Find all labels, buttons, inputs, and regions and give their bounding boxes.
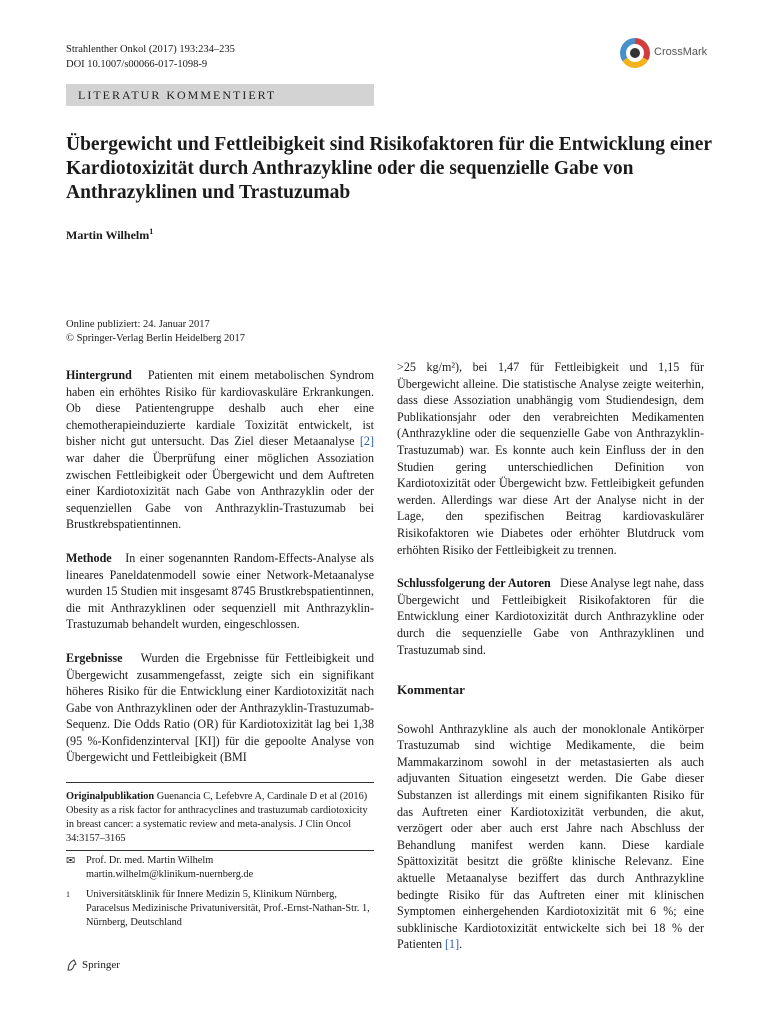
paragraph-kommentar xyxy=(397,721,704,953)
paragraph-methode xyxy=(66,550,374,633)
author xyxy=(66,227,153,243)
reference-link-1[interactable]: [1] xyxy=(445,937,460,952)
affiliation-text: Universitätsklinik für Innere Medizin 5, Klinikum Nürnberg, Paracelsus Medizinische Privatuniversität, Prof.-Ernst-Nathan-Str. 1, Nürnberg, Deutschland xyxy=(86,889,370,928)
article-title: Übergewicht und Fettleibigkeit sind Risikofaktoren für die Entwicklung einer Kardiotoxizität durch Anthrazykline oder die sequenzielle Gabe von Anthrazyklinen und Trastuzumab xyxy=(66,134,712,203)
correspondence-email[interactable]: martin.wilhelm@klinikum-nuernberg.de xyxy=(86,868,254,880)
heading-schluss: Schlussfolgerung der Autoren xyxy=(397,576,551,591)
text-hintergrund-b: war daher die Überprüfung einer möglichen Assoziation zwischen Fettleibigkeit oder Übergewicht und dem Auftreten einer Kardiotoxizität nach Gabe von Anthrazyklin oder der sequenziellen Gabe von Anthrazyklin-Trastuzumab bei Brustkrebspatientinnen. xyxy=(66,450,374,532)
text-kommentar-a: Sowohl Anthrazykline als auch der monoklonale Antikörper Trastuzumab sind wichtige Medikamente, die beim Mammakarzinom sowohl in der metastasierten als auch adjuvanten Situation eingesetzt werden. Die Gabe dieser Substanzen ist allerdings mit einem signifikanten Risiko für das Auftreten einer Kardiotoxizität verbunden, die akut, verzögert oder aber auch erst Jahre nach Abschluss der Behandlung manifest werden kann. Diese kardiale Spättoxizität besitzt die größte klinische Relevanz. Eine aktuelle Metaanalyse beziffert das durch Anthrazykline bedingte Risiko für das Auftreten einer mit klinischen Symptomen einhergehenden Kardiotoxizität mit 6 %; eine subklinische Kardiotoxizität entwickelte sich bei 18 % der Patienten xyxy=(397,721,704,952)
publication-info xyxy=(66,318,245,346)
author-name: Martin Wilhelm xyxy=(66,228,150,242)
doi: DOI 10.1007/s00066-017-1098-9 xyxy=(66,59,208,70)
original-publication xyxy=(66,782,374,846)
copyright: © Springer-Verlag Berlin Heidelberg 2017 xyxy=(66,333,246,344)
text-kommentar-b: . xyxy=(459,937,463,952)
springer-horse-icon xyxy=(66,959,78,971)
text-methode: In einer sogenannten Random-Effects-Analyse als lineares Paneldatenmodell sowie einer Network-Metaanalyse wurden 15 Studien mit insgesamt 8745 Brustkrebspatientinnen, die mit Anthrazyklinen oder sequenziell mit Anthrazyklin-Trastuzumab behandelt wurden, eingeschlossen. xyxy=(66,550,374,632)
publisher-name: Springer xyxy=(82,959,120,971)
author-affiliation-sup: 1 xyxy=(149,227,154,236)
text-ergebnisse: Wurden die Ergebnisse für Fettleibigkeit und Übergewicht zusammengefasst, zeigte sich ein signifikant höheres Risiko für die Entwicklung einer Kardiotoxizität nach Gabe von Anthrazyklinen oder der Anthrazyklin-Trastuzumab-Sequenz. Die Odds Ratio (OR) für Kardiotoxizität lag bei 1,38 (95 %-Konfidenzinterval [KI]) für die gepoolte Analyse von Übergewicht und Fettleibigkeit (BMI xyxy=(66,650,374,765)
section-banner xyxy=(66,84,374,106)
correspondence-name: Prof. Dr. med. Martin Wilhelm xyxy=(86,855,214,866)
affiliation xyxy=(66,888,374,930)
original-label: Originalpublikation xyxy=(66,791,155,802)
banner-label: LITERATUR KOMMENTIERT xyxy=(78,88,277,102)
paragraph-schluss xyxy=(397,575,704,658)
online-date: Online publiziert: 24. Januar 2017 xyxy=(66,319,210,330)
publisher-footer xyxy=(66,959,120,971)
right-column xyxy=(397,359,704,970)
original-citation: Guenancia C, Lefebvre A, Cardinale D et al (2016) Obesity as a risk factor for anthracyclines and trastuzumab cardiotoxicity in breast cancer: a systematic review and meta-analysis. J Clin Oncol 34:3157–3165 xyxy=(66,791,368,844)
left-column xyxy=(66,367,374,783)
heading-ergebnisse: Ergebnisse xyxy=(66,650,123,665)
crossmark-label: CrossMark xyxy=(654,46,708,58)
paragraph-hintergrund xyxy=(66,367,374,533)
text-hintergrund-a: Patienten mit einem metabolischen Syndrom haben ein erhöhtes Risiko für kardiovaskuläre Erkrankungen. Ob diese Patientengruppe deshalb auch eher eine chemotherapieinduzierte kardiale Toxizität entwickelt, ist bisher nicht gut untersucht. Das Ziel dieser Metaanalyse xyxy=(66,368,374,449)
affiliation-number: 1 xyxy=(66,890,70,899)
heading-hintergrund: Hintergrund xyxy=(66,368,132,382)
crossmark-badge[interactable] xyxy=(620,38,710,70)
journal-citation: Strahlenther Onkol (2017) 193:234–235 xyxy=(66,44,235,55)
paragraph-ergebnisse xyxy=(66,650,374,766)
envelope-icon: ✉ xyxy=(66,855,76,867)
heading-kommentar: Kommentar xyxy=(397,682,465,698)
paragraph-ergebnisse-cont: >25 kg/m²), bei 1,47 für Fettleibigkeit und 1,15 für Übergewicht alleine. Die statistische Analyse zeigte weiterhin, dass diese Assoziation unabhängig vom Studiendesign, dem Publikationsjahr oder den verabreichten Medikamenten (Anthrazykline oder die sequenzielle Gabe von Anthrazyklin-Trastuzumab) war. Es konnte auch kein Einfluss der in den Studien gering unterschiedlichen Definition von Kardiotoxizität oder Übergewicht bzw. Fettleibigkeit gefunden werden. Allerdings war diese Art der Analyse nicht in der Lage, den spezifischen Beitrag kardiovaskulärer Risikofaktoren wie Diabetes oder erhöhter Blutdruck vom erhöhten Risiko der Fettleibigkeit zu trennen. xyxy=(397,360,704,557)
journal-header xyxy=(66,42,235,72)
correspondence xyxy=(66,850,374,881)
text-schluss: Diese Analyse legt nahe, dass Übergewicht und Fettleibigkeit Risikofaktoren für die Entwicklung einer Kardiotoxizität durch Anthrazykline oder durch die sequenzielle Gabe von Anthrazyklinen und Trastuzumab sind. xyxy=(397,576,705,657)
crossmark-icon xyxy=(620,38,650,68)
reference-link-2[interactable]: [2] xyxy=(359,434,374,449)
heading-methode: Methode xyxy=(66,550,112,565)
